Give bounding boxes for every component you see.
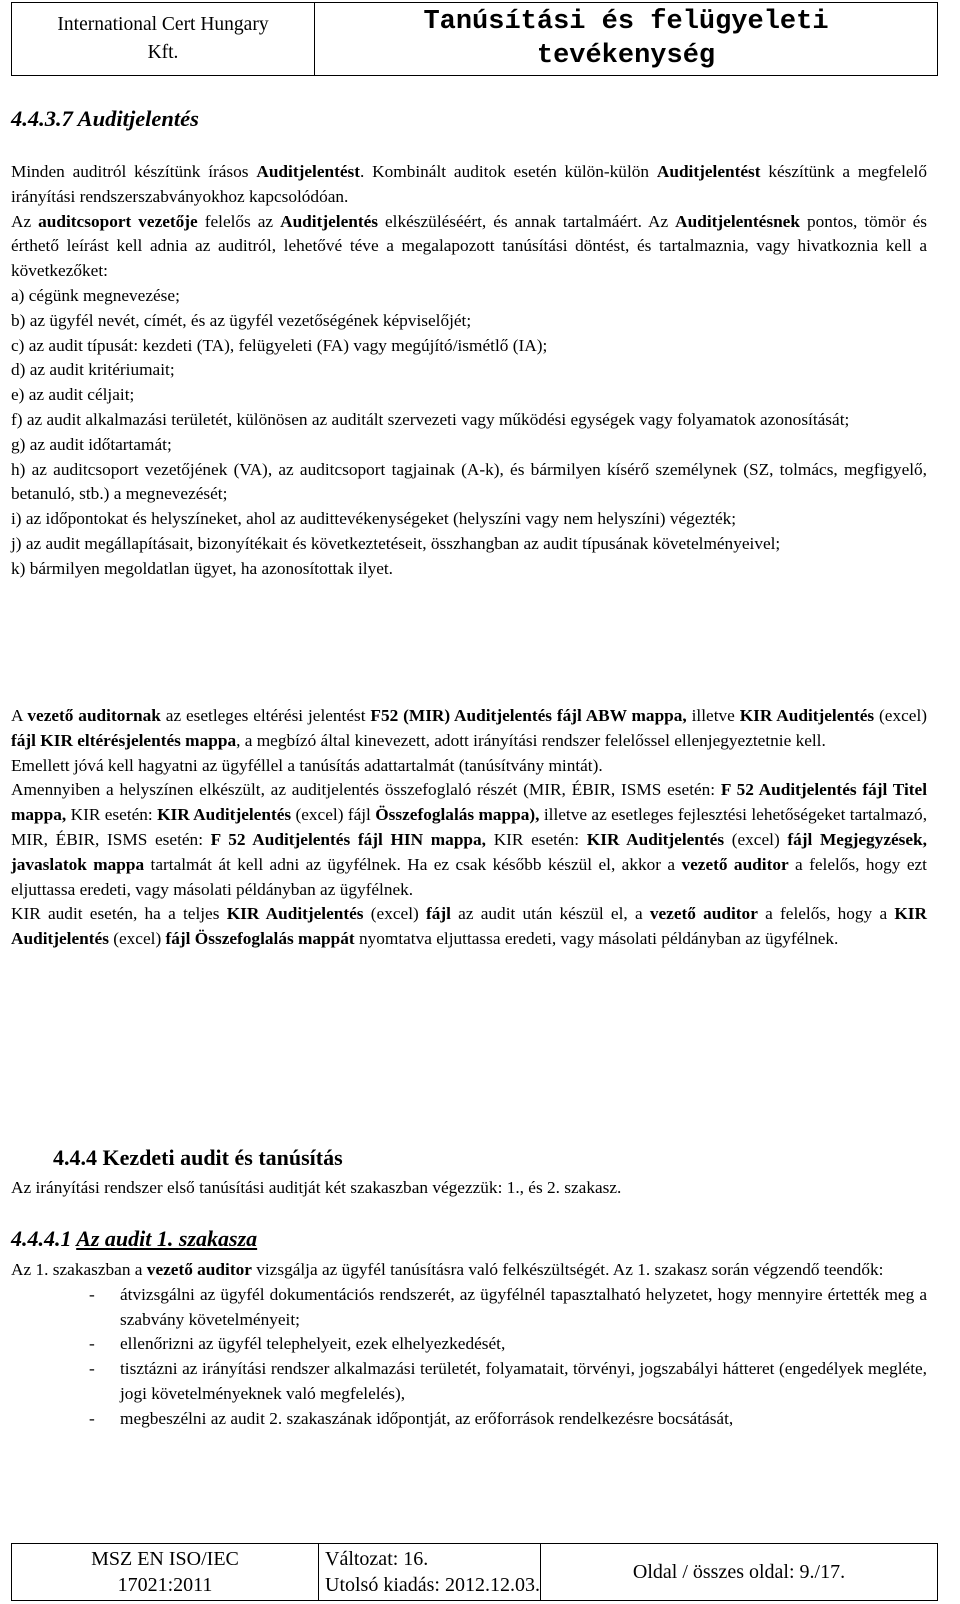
- section-4437-body-2: [11, 704, 927, 952]
- paragraph-stage1: Az 1. szakaszban a vezető auditor vizsgálja az ügyfél tanúsításra való felkészültségét. Az 1. szakasz során végzendő teendők:: [11, 1260, 884, 1279]
- list-item: b) az ügyfél nevét, címét, és az ügyfél vezetőségének képviselőjét;: [11, 310, 472, 330]
- paragraph-deviation-report: A vezető auditornak az esetleges eltérési jelentést F52 (MIR) Auditjelentés fájl ABW mappa, illetve KIR Auditjelentés (excel) fájl KIR eltérésjelentés mappa, a megbízó által kinevezett, adott irányítási rendszer felelőssel ellenjegyeztetnie kell.: [11, 706, 927, 750]
- footer-version: Változat: 16. Utolsó kiadás: 2012.12.03.: [319, 1544, 541, 1601]
- header-title: [315, 3, 938, 76]
- page-header: [11, 2, 938, 76]
- list-item: i) az időpontokat és helyszíneket, ahol az audittevékenységeket (helyszíni vagy nem helyszíni) végezték;: [11, 509, 737, 529]
- list-item: d) az audit kritériumait;: [11, 360, 175, 380]
- section-4437-body: [11, 160, 927, 582]
- list-item: g) az audit időtartamát;: [11, 434, 172, 454]
- list-item: h) az auditcsoport vezetőjének (VA), az auditcsoport tagjainak (A-k), és bármilyen kísérő személynek (SZ, tolmács, megfigyelő, betanuló, stb.) a megnevezését;: [11, 459, 927, 504]
- section-444-body: [11, 1176, 927, 1201]
- header-company: [12, 3, 315, 76]
- paragraph-kir: KIR audit esetén, ha a teljes KIR Auditjelentés (excel) fájl az audit után készül el, a vezető auditor a felelős, hogy a KIR Auditjelentés (excel) fájl Összefoglalás mappát nyomtatva eljuttassa eredeti, vagy másolati példányban az ügyfélnek.: [11, 904, 928, 949]
- stage1-task-list: [11, 1283, 927, 1432]
- list-item: a) cégünk megnevezése;: [11, 285, 180, 305]
- list-item: c) az audit típusát: kezdeti (TA), felügyeleti (FA) vagy megújító/ismétlő (IA);: [11, 335, 548, 355]
- heading-4437: 4.4.3.7 Auditjelentés: [11, 106, 199, 131]
- list-item: - átvizsgálni az ügyfél dokumentációs rendszerét, az ügyfélnél tapasztalható helyzetet, hogy mennyire értették meg a szabvány követelményeit;: [89, 1284, 927, 1329]
- paragraph-initial-audit: Az irányítási rendszer első tanúsítási auditját két szakaszban végezzük: 1., és 2. szakasz.: [11, 1178, 622, 1197]
- section-4441-body: [11, 1258, 927, 1432]
- list-item: - megbeszélni az audit 2. szakaszának időpontját, az erőforrások rendelkezésre bocsátását,: [89, 1408, 734, 1428]
- heading-4441: 4.4.4.1 Az audit 1. szakasza: [11, 1226, 258, 1251]
- paragraph-intro: Minden auditról készítünk írásos Auditjelentést. Kombinált auditok esetén külön-külön Auditjelentést készítünk a megfelelő irányítási rendszerszabványokhoz kapcsolódóan.: [11, 162, 927, 206]
- heading-444: 4.4.4 Kezdeti audit és tanúsítás: [53, 1145, 343, 1170]
- title-line-1: Tanúsítási és felügyeleti: [423, 7, 829, 37]
- footer-standard: MSZ EN ISO/IEC 17021:2011: [12, 1544, 319, 1601]
- list-item: j) az audit megállapításait, bizonyítékait és következtetéseit, összhangban az audit típusának követelményeivel;: [11, 533, 781, 553]
- list-item: k) bármilyen megoldatlan ügyet, ha azonosítottak ilyet.: [11, 558, 394, 578]
- footer-page-number: Oldal / összes oldal: 9./17.: [541, 1544, 938, 1601]
- paragraph-responsibility: Az auditcsoport vezetője felelős az Auditjelentés elkészüléséért, és annak tartalmáért. Az Auditjelentésnek pontos, tömör és érthető leírást kell adnia az auditról, lehetővé téve a megalapozott tanúsítási döntést, és tartalmaznia, vagy hivatkoznia kell a következőket:: [11, 211, 927, 281]
- company-form: Kft.: [147, 42, 179, 63]
- paragraph-approval: Emellett jóvá kell hagyatni az ügyféllel a tanúsítás adattartalmát (tanúsítvány mintát).: [11, 755, 603, 775]
- list-item: f) az audit alkalmazási területét, különösen az auditált szervezeti vagy működési egységek vagy folyamatok azonosítását;: [11, 409, 850, 429]
- list-item: - tisztázni az irányítási rendszer alkalmazási területét, folyamatait, törvényi, jogszabályi hátteret (engedélyek megléte, jogi követelményeknek való megfelelés),: [89, 1359, 927, 1403]
- list-item: e) az audit céljait;: [11, 385, 135, 405]
- company-name: International Cert Hungary: [57, 14, 269, 35]
- page-footer: [11, 1543, 938, 1601]
- paragraph-summary: Amennyiben a helyszínen elkészült, az auditjelentés összefoglaló részét (MIR, ÉBIR, ISMS esetén: F 52 Auditjelentés fájl Titel mappa, KIR esetén: KIR Auditjelentés (excel) fájl Összefoglalás mappa), illetve az esetleges fejlesztési lehetőségeket tartalmazó, MIR, ÉBIR, ISMS esetén: F 52 Auditjelentés fájl HIN mappa, KIR esetén: KIR Auditjelentés (excel) fájl Megjegyzések, javaslatok mappa tartalmát át kell adni az ügyfélnek. Ha ez csak később készül el, akkor a vezető auditor a felelős, hogy ezt eljuttassa eredeti, vagy másolati példányban az ügyfélnek.: [11, 780, 928, 899]
- list-item: - ellenőrizni az ügyfél telephelyeit, ezek elhelyezkedését,: [89, 1334, 506, 1354]
- title-line-2: tevékenység: [536, 41, 716, 71]
